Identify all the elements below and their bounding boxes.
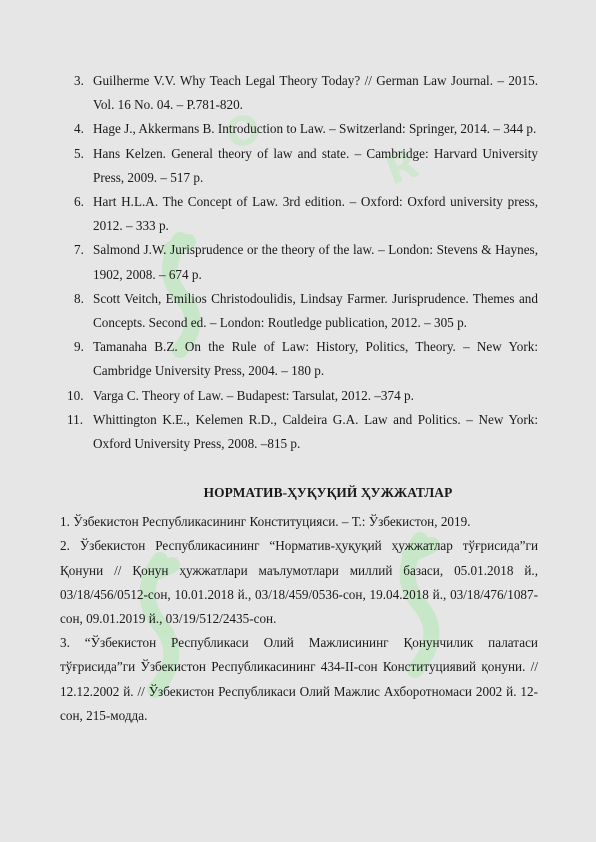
list-item: 7. Salmond J.W. Jurisprudence or the theory of the law. – London: Stevens & Haynes, 1902, 2008. – 674 p. bbox=[74, 242, 538, 282]
list-item: 9. Tamanaha B.Z. On the Rule of Law: History, Politics, Theory. – New York: Cambridge University Press, 2004. – 180 p. bbox=[74, 339, 538, 379]
list-item: 3. Guilherme V.V. Why Teach Legal Theory Today? // German Law Journal. – 2015. Vol. 16 No. 04. – P.781-820. bbox=[74, 73, 538, 113]
reference-list bbox=[67, 69, 538, 456]
reference-text: Scott Veitch, Emilios Christodoulidis, Lindsay Farmer. Jurisprudence. Themes and Concepts. Second ed. – London: Routledge publication, 2012. – 305 p. bbox=[93, 290, 538, 331]
list-item: 4. Hage J., Akkermans B. Introduction to Law. – Switzerland: Springer, 2014. – 344 p. bbox=[74, 121, 537, 137]
list-item: 10. Varga C. Theory of Law. – Budapest: Tarsulat, 2012. –374 p. bbox=[67, 387, 414, 403]
list-item: 8. Scott Veitch, Emilios Christodoulidis, Lindsay Farmer. Jurisprudence. Themes and Concepts. Second ed. – London: Routledge publication, 2012. – 305 p. bbox=[74, 290, 538, 331]
list-item: 6. Hart H.L.A. The Concept of Law. 3rd edition. – Oxford: Oxford university press, 2012. – 333 p. bbox=[74, 194, 538, 234]
section-title: НОРМАТИВ-ҲУҚУҚИЙ ҲУЖЖАТЛАР bbox=[203, 485, 453, 501]
reference-text: Tamanaha B.Z. On the Rule of Law: History, Politics, Theory. – New York: Cambridge University Press, 2004. – 180 p. bbox=[93, 339, 538, 379]
reference-text: Hage J., Akkermans B. Introduction to Law. – Switzerland: Springer, 2014. – 344 p. bbox=[93, 121, 537, 137]
svg-text:R: R bbox=[379, 140, 425, 195]
reference-text: Salmond J.W. Jurisprudence or the theory of the law. – London: Stevens & Haynes, 1902, 2008. – 674 p. bbox=[93, 242, 538, 282]
list-item: 11. Whittington K.E., Kelemen R.D., Caldeira G.A. Law and Politics. – New York: Oxford University Press, 2008. –815 p. bbox=[67, 411, 538, 452]
list-item: 2. Ўзбекистон Республикасининг “Норматив-ҳуқуқий ҳужжатлар тўғрисида”ги Қонуни // Қонун ҳужжатлари маълумотлари миллий базаси, 05.01.2018 й., 03/18/456/0512-сон, 10.01.2018 й., 03/18/459/0536-сон, 19.04.2018 й., 03/18/476/1087-сон, 09.01.2019 й., 03/19/512/2435-сон. bbox=[60, 538, 538, 627]
reference-text: Varga C. Theory of Law. – Budapest: Tarsulat, 2012. –374 p. bbox=[93, 387, 414, 403]
list-item: 3. “Ўзбекистон Республикаси Олий Мажлисининг Қонунчилик палатаси тўғрисида”ги Ўзбекистон Республикасининг 434-II-сон Конституциявий қонуни. // 12.12.2002 й. // Ўзбекистон Республикаси Олий Мажлис Ахборотномаси 2002 й. 12-сон, 215-модда. bbox=[60, 635, 538, 723]
normative-documents-list bbox=[60, 510, 538, 728]
reference-text: Hans Kelzen. General theory of law and state. – Cambridge: Harvard University Press, 2009. – 517 p. bbox=[93, 145, 538, 185]
list-item: 1. Ўзбекистон Республикасининг Конституцияси. – Т.: Ўзбекистон, 2019. bbox=[60, 514, 471, 530]
svg-text:O: O bbox=[219, 104, 268, 160]
reference-text: Hart H.L.A. The Concept of Law. 3rd edition. – Oxford: Oxford university press, 2012. – 333 p. bbox=[93, 194, 538, 234]
reference-text: Whittington K.E., Kelemen R.D., Caldeira G.A. Law and Politics. – New York: Oxford University Press, 2008. –815 p. bbox=[93, 411, 538, 452]
list-item: 5. Hans Kelzen. General theory of law and state. – Cambridge: Harvard University Press, 2009. – 517 p. bbox=[74, 145, 538, 185]
reference-text: Guilherme V.V. Why Teach Legal Theory Today? // German Law Journal. – 2015. Vol. 16 No. 04. – P.781-820. bbox=[93, 73, 538, 113]
